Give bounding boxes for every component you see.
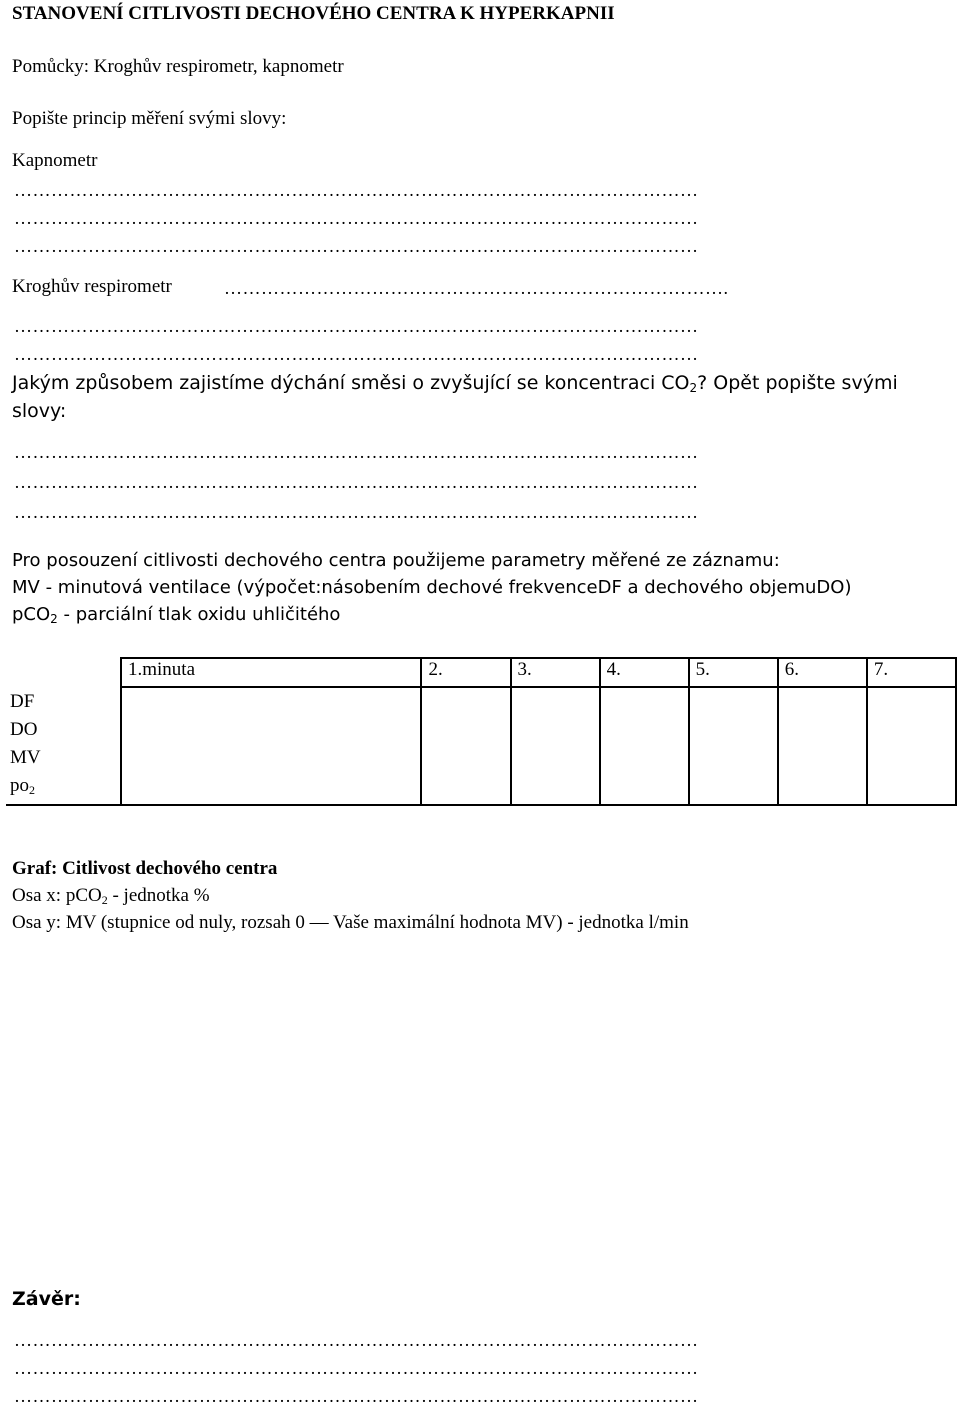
conclusion-answer-line-2[interactable]: ………………………………………………………………………………………………… <box>14 1358 699 1378</box>
graph-title: Graf: Citlivost dechového centra <box>12 858 278 879</box>
column-header: 4. <box>600 658 689 687</box>
pco2-desc: - parciální tlak oxidu uhličitého <box>57 604 341 625</box>
question-answer-line-1[interactable]: ………………………………………………………………………………………………… <box>14 442 699 462</box>
row-label-df: DF <box>10 691 35 712</box>
capnometer-answer-line-1[interactable]: ………………………………………………………………………………………………… <box>14 180 699 200</box>
capnometer-answer-line-2[interactable]: ………………………………………………………………………………………………… <box>14 208 699 228</box>
parameters-pco2 <box>12 604 340 626</box>
table-cell-minute-6[interactable] <box>778 687 867 805</box>
column-header: 5. <box>689 658 778 687</box>
respirometer-answer-inline[interactable]: ………………………………………………………………………. <box>224 278 729 298</box>
question-text-end: ? Opět popište svými <box>697 372 898 394</box>
question-answer-line-3[interactable]: ………………………………………………………………………………………………… <box>14 502 699 522</box>
graph-x-axis: Osa x: pCO$_2$ - jednotka % <box>12 885 210 907</box>
capnometer-label: Kapnometr <box>12 150 98 171</box>
column-header: 7. <box>867 658 956 687</box>
column-header: 1.minuta <box>121 658 421 687</box>
row-label-mv: MV <box>10 747 41 768</box>
table-cell-minute-3[interactable] <box>511 687 600 805</box>
table-cell-minute-1[interactable] <box>121 687 421 805</box>
table-cell-minute-2[interactable] <box>421 687 510 805</box>
respirometer-label: Kroghův respirometr <box>12 276 172 297</box>
column-header: 2. <box>421 658 510 687</box>
conclusion-label: Závěr: <box>12 1288 81 1310</box>
row-label-po2: $po_2$ <box>10 775 35 797</box>
parameters-intro: Pro posouzení citlivosti dechového centra použijeme parametry měřené ze záznamu: <box>12 550 780 571</box>
question-line-2: slovy: <box>12 400 67 422</box>
respirometer-answer-line-2[interactable]: ………………………………………………………………………………………………… <box>14 344 699 364</box>
row-labels-cell <box>6 658 121 805</box>
question-text: Jakým způsobem zajistíme dýchání směsi o zvyšující se koncentraci CO <box>12 372 690 394</box>
capnometer-answer-line-3[interactable]: ………………………………………………………………………………………………… <box>14 236 699 256</box>
tools-line: Pomůcky: Kroghův respirometr, kapnometr <box>12 56 344 77</box>
respirometer-answer-line-1[interactable]: ………………………………………………………………………………………………… <box>14 316 699 336</box>
pco2-text: pCO <box>12 604 51 625</box>
column-header: 3. <box>511 658 600 687</box>
measurement-table <box>6 657 957 806</box>
column-header: 6. <box>778 658 867 687</box>
parameters-mv: MV - minutová ventilace (výpočet:násobením dechové frekvenceDF a dechového objemuDO) <box>12 577 852 598</box>
table-cell-minute-7[interactable] <box>867 687 956 805</box>
table-cell-minute-5[interactable] <box>689 687 778 805</box>
row-label-do: DO <box>10 719 38 740</box>
question-answer-line-2[interactable]: ………………………………………………………………………………………………… <box>14 472 699 492</box>
pco2-subscript: 2 <box>50 612 58 626</box>
question-subscript: 2 <box>689 381 698 395</box>
conclusion-answer-line-1[interactable]: ………………………………………………………………………………………………… <box>14 1330 699 1350</box>
describe-prompt: Popište princip měření svými slovy: <box>12 108 287 129</box>
page-title: STANOVENÍ CITLIVOSTI DECHOVÉHO CENTRA K HYPERKAPNII <box>12 3 615 24</box>
table-cell-minute-4[interactable] <box>600 687 689 805</box>
question-line <box>12 372 898 395</box>
graph-y-axis: Osa y: MV (stupnice od nuly, rozsah 0 — Vaše maximální hodnota MV) - jednotka l/min <box>12 912 689 933</box>
conclusion-answer-line-3[interactable]: ………………………………………………………………………………………………… <box>14 1386 699 1406</box>
